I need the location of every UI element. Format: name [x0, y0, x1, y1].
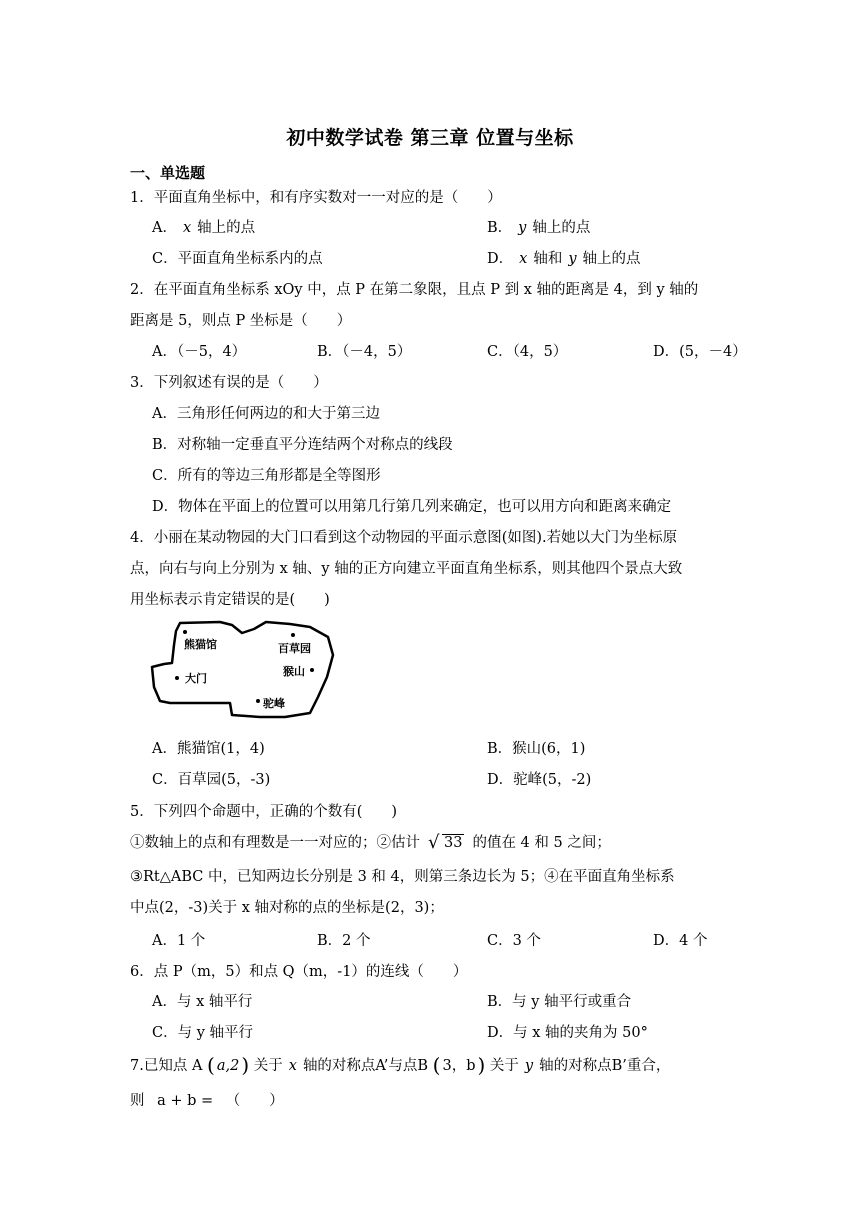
q1-d-prefix: D． [487, 251, 514, 267]
gate-dot [175, 676, 179, 680]
q7-paren-open-2: ( [432, 1053, 441, 1077]
q3-option-c[interactable]: C．所有的等边三角形都是全等图形 [152, 468, 381, 484]
q2-option-a[interactable]: A．（－5，4） [152, 344, 247, 360]
q5-l1-tail: 的值在 4 和 5 之间； [472, 835, 611, 851]
q7-text-2: 关于 [253, 1058, 283, 1074]
q7-point-a: a,2 [216, 1058, 240, 1074]
panda-dot [183, 630, 187, 634]
q6-option-d[interactable]: D．与 x 轴的夹角为 50° [487, 1025, 648, 1041]
q2-option-c[interactable]: C．（4，5） [487, 344, 568, 360]
monkey-dot [310, 668, 314, 672]
map-label-panda: 熊猫馆 [184, 638, 217, 651]
q5-radicand: 33 [444, 835, 463, 851]
q6-option-a[interactable]: A．与 x 轴平行 [152, 994, 253, 1010]
q4-stem-line2: 点，向右与向上分别为 x 轴、y 轴的正方向建立平面直角坐标系，则其他四个景点大致 [130, 561, 683, 577]
q2-stem-line1: 2．在平面直角坐标系 xOy 中，点 P 在第二象限，且点 P 到 x 轴的距离是 4，到 y 轴的 [130, 282, 699, 298]
q6-option-b[interactable]: B．与 y 轴平行或重合 [487, 994, 632, 1010]
q1-b-var: y [518, 220, 527, 236]
q4-stem-line1: 4．小丽在某动物园的大门口看到这个动物园的平面示意图(如图).若她以大门为坐标原 [130, 530, 678, 546]
q1-option-a[interactable] [152, 216, 255, 237]
section-heading: 一、单选题 [130, 164, 206, 182]
q7-stem-line1 [130, 1053, 670, 1077]
q5-statement-line1 [130, 831, 611, 852]
q7-var-y: y [524, 1058, 534, 1074]
q7-var-x: x [288, 1058, 297, 1074]
q5-option-d[interactable]: D．4 个 [653, 933, 708, 949]
q7-paren-close-2: ) [477, 1053, 486, 1077]
q1-b-prefix: B． [487, 220, 513, 236]
q7-text-4: 关于 [489, 1058, 519, 1074]
zoo-boundary [152, 622, 333, 717]
q1-option-d[interactable] [487, 247, 641, 268]
q5-statement-line3: 中点(2，-3)关于 x 轴对称的点的坐标是(2，3)； [130, 900, 444, 916]
q7-paren-open-1: ( [207, 1053, 215, 1077]
q7-text-5: 轴的对称点B’重合， [539, 1058, 671, 1074]
q5-stem: 5．下列四个命题中，正确的个数有( ) [130, 804, 398, 820]
q6-option-c[interactable]: C．与 y 轴平行 [152, 1025, 254, 1041]
q1-option-b[interactable] [487, 216, 590, 237]
q7-text-1: 7.已知点 A [130, 1058, 203, 1074]
q5-statement-line2: ③Rt△ABC 中，已知两边长分别是 3 和 4，则第三条边长为 5；④在平面直角坐标系 [130, 869, 675, 885]
map-label-monkey: 猴山 [283, 665, 305, 678]
map-label-gate: 大门 [185, 672, 207, 685]
q7-answer-blank: （ ） [225, 1093, 284, 1109]
q4-option-d[interactable]: D．驼峰(5，-2) [487, 772, 592, 788]
q3-option-d[interactable]: D．物体在平面上的位置可以用第几行第几列来确定，也可以用方向和距离来确定 [152, 499, 672, 515]
q6-stem: 6．点 P（m，5）和点 Q（m，-1）的连线（ ） [130, 964, 468, 980]
q3-option-a[interactable]: A．三角形任何两边的和大于第三边 [152, 406, 380, 422]
map-label-herb: 百草园 [278, 642, 311, 655]
q1-stem: 1．平面直角坐标中，和有序实数对一一对应的是（ ） [130, 190, 502, 206]
q1-a-prefix: A． [152, 220, 177, 236]
zoo-map [150, 617, 340, 722]
q5-option-b[interactable]: B．2 个 [317, 933, 371, 949]
q3-stem: 3．下列叙述有误的是（ ） [130, 375, 328, 391]
q3-option-b[interactable]: B．对称轴一定垂直平分连结两个对称点的线段 [152, 437, 453, 453]
q5-l1-text: ①数轴上的点和有理数是一一对应的；②估计 [130, 835, 420, 851]
page-title: 初中数学试卷 第三章 位置与坐标 [286, 127, 574, 149]
q7-expression: a + b = [157, 1093, 214, 1109]
q1-b-text: 轴上的点 [532, 220, 591, 236]
q4-option-a[interactable]: A．熊猫馆(1，4) [152, 741, 265, 757]
q1-d-var2: y [568, 251, 577, 267]
q7-text-3: 轴的对称点A’与点B [302, 1058, 429, 1074]
q5-option-c[interactable]: C．3 个 [487, 933, 541, 949]
q2-stem-line2: 距离是 5，则点 P 坐标是（ ） [130, 313, 352, 329]
sqrt-symbol: √ 33 [428, 832, 463, 853]
q4-option-b[interactable]: B．猴山(6，1) [487, 741, 586, 757]
q7-paren-close-1: ) [241, 1053, 250, 1077]
q1-d-var1: x [519, 251, 528, 267]
q1-a-var: x [182, 220, 192, 236]
q7-l2-prefix: 则 [130, 1093, 145, 1109]
q2-option-d[interactable]: D．(5，－4） [653, 344, 747, 360]
q5-option-a[interactable]: A．1 个 [152, 933, 206, 949]
q7-point-b: 3，b [442, 1058, 476, 1074]
q1-d-mid: 轴和 [533, 251, 563, 267]
map-label-camel: 驼峰 [263, 697, 285, 710]
q2-option-b[interactable]: B．（－4，5） [317, 344, 412, 360]
q4-stem-line3: 用坐标表示肯定错误的是( ) [130, 592, 330, 608]
camel-dot [256, 699, 260, 703]
q7-stem-line2 [130, 1089, 284, 1110]
q1-a-text: 轴上的点 [197, 220, 256, 236]
q4-option-c[interactable]: C．百草园(5，-3) [152, 772, 271, 788]
herb-dot [291, 633, 295, 637]
q1-option-c[interactable]: C．平面直角坐标系内的点 [152, 251, 323, 267]
q1-d-text: 轴上的点 [582, 251, 641, 267]
